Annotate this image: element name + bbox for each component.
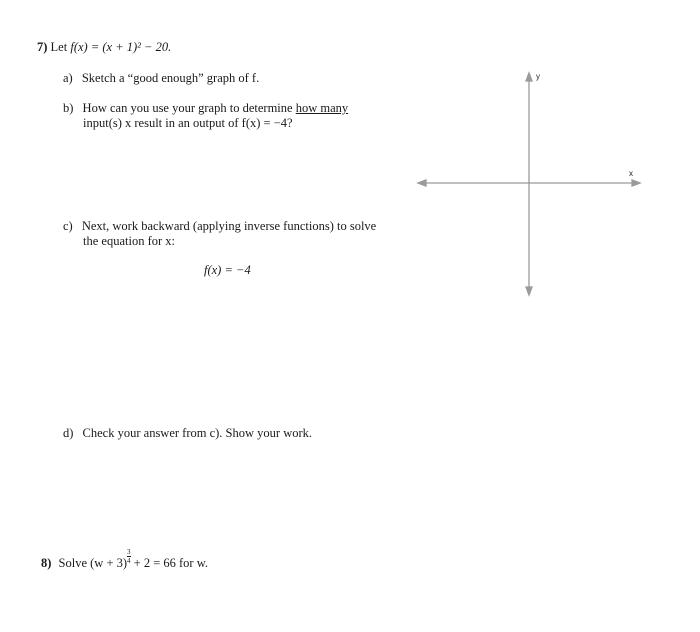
y-axis-label: y bbox=[536, 72, 540, 81]
question-8-number: 8) bbox=[41, 556, 52, 570]
part-b-text: How can you use your graph to determine bbox=[82, 101, 296, 115]
part-d-text: Check your answer from c). Show your work. bbox=[82, 426, 313, 440]
question-8-prefix: Solve (w + 3) bbox=[58, 556, 128, 570]
part-c-line2: the equation for x: bbox=[83, 234, 175, 248]
x-axis-left-arrow bbox=[418, 180, 426, 186]
part-d-label: d) bbox=[63, 426, 74, 440]
part-c-line1: Next, work backward (applying inverse functions) to solve bbox=[81, 219, 377, 233]
part-b-underlined: how many bbox=[295, 101, 349, 115]
part-a-label: a) bbox=[63, 71, 73, 85]
question-8-suffix: + 2 = 66 for w. bbox=[130, 556, 209, 570]
x-axis-right-arrow bbox=[632, 180, 640, 186]
y-axis-up-arrow bbox=[526, 73, 532, 81]
part-a-text: Sketch a “good enough” graph of f. bbox=[81, 71, 260, 85]
part-c-equation: f(x) = −4 bbox=[204, 263, 251, 277]
question-7-prefix: Let bbox=[50, 40, 71, 54]
question-7-function: f(x) = (x + 1)² − 20. bbox=[70, 40, 172, 54]
exponent-numerator: 3 bbox=[127, 548, 131, 556]
question-7-number: 7) bbox=[37, 40, 48, 54]
part-c-label: c) bbox=[63, 219, 73, 233]
y-axis-down-arrow bbox=[526, 287, 532, 295]
part-b-line2: input(s) x result in an output of f(x) = −4? bbox=[83, 116, 293, 130]
part-b-label: b) bbox=[63, 101, 74, 115]
exponent-denominator: 4 bbox=[127, 557, 131, 565]
x-axis-label: x bbox=[629, 169, 633, 178]
